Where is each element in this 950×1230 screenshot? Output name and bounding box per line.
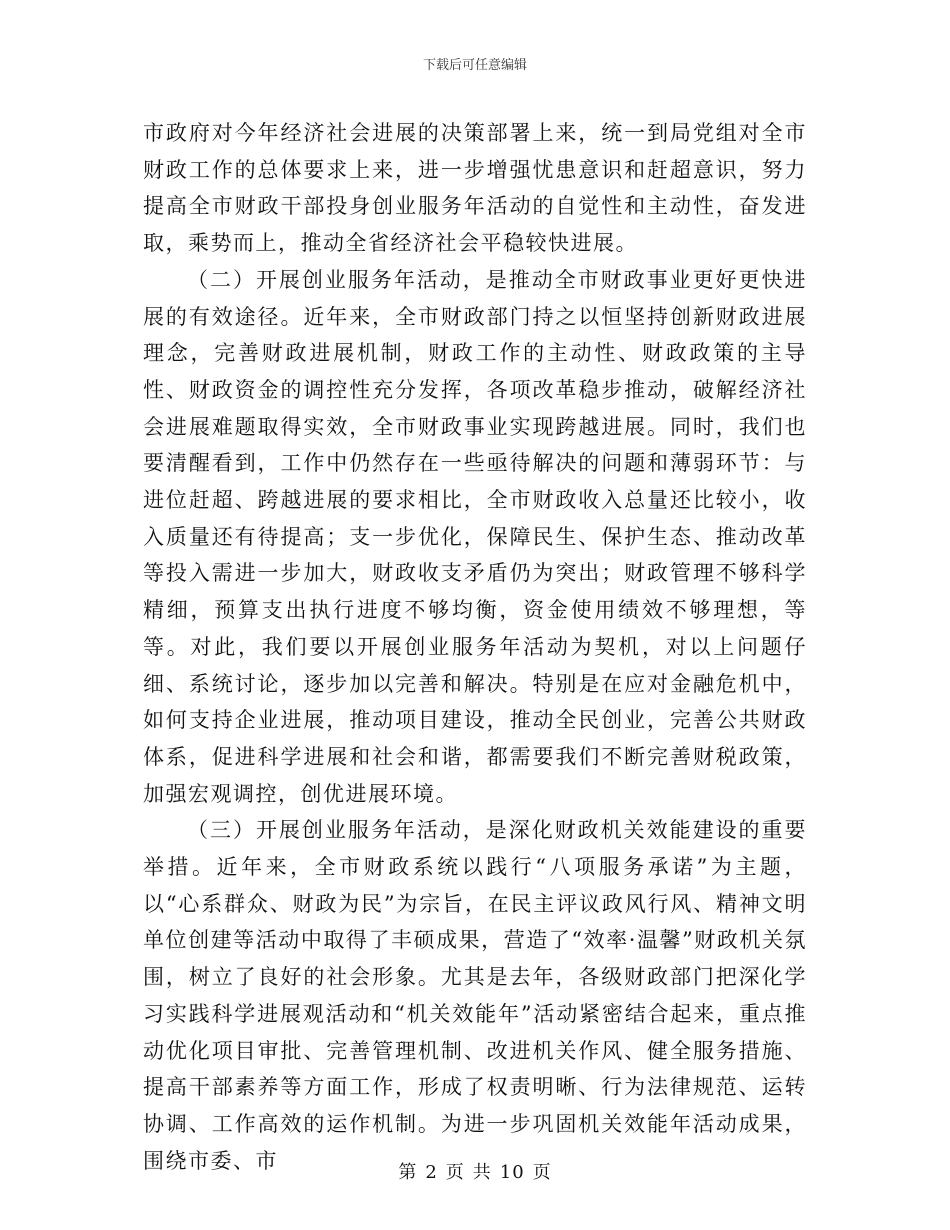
page-footer [0,1158,950,1184]
paragraph-2: （二）开展创业服务年活动，是推动全市财政事业更好更快进展的有效途径。近年来，全市财政部门持之以恒坚持创新财政进展理念，完善财政进展机制，财政工作的主动性、财政政策的主导性、财政资金的调控性充分发挥，各项改革稳步推动，破解经济社会进展难题取得实效，全市财政事业实现跨越进展。同时，我们也要清醒看到，工作中仍然存在一些亟待解决的问题和薄弱环节：与进位赶超、跨越进展的要求相比，全市财政收入总量还比较小，收入质量还有待提高；支一步优化，保障民生、保护生态、推动改革等投入需进一步加大，财政收支矛盾仍为突出；财政管理不够科学精细，预算支出执行进度不够均衡，资金使用绩效不够理想，等等。对此，我们要以开展创业服务年活动为契机，对以上问题仔细、系统讨论，逐步加以完善和解决。特别是在应对金融危机中，如何支持企业进展，推动项目建设，推动全民创业，完善公共财政体系，促进科学进展和社会和谐，都需要我们不断完善财税政策，加强宏观调控，创优进展环境。 [143,267,807,806]
footer-prefix: 第 [398,1162,418,1183]
footer-current-page: 2 [425,1162,438,1183]
document-body [143,115,807,1179]
header-note: 下载后可任意编辑 [422,58,527,73]
paragraph-1: 市政府对今年经济社会进展的决策部署上来，统一到局党组对全市财政工作的总体要求上来，进一步增强忧患意识和赶超意识，努力提高全市财政干部投身创业服务年活动的自觉性和主动性，奋发进取，乘势而上，推动全省经济社会平稳较快进展。 [143,121,807,256]
footer-suffix: 页 [532,1162,552,1183]
footer-page-word: 页 [445,1162,465,1183]
paragraph-3: （三）开展创业服务年活动，是深化财政机关效能建设的重要举措。近年来，全市财政系统以践行“八项服务承诺”为主题，以“心系群众、财政为民”为宗旨，在民主评议政风行风、精神文明单位创建等活动中取得了丰硕成果，营造了“效率·温馨”财政机关氛围，树立了良好的社会形象。尤其是去年，各级财政部门把深化学习实践科学进展观活动和“机关效能年”活动紧密结合起来，重点推动优化项目审批、完善管理机制、改进机关作风、健全服务措施、提高干部素养等方面工作，形成了权责明晰、行为法律规范、运转协调、工作高效的运作机制。为进一步巩固机关效能年活动成果，围绕市委、市 [143,818,807,1173]
footer-total-word: 共 [472,1162,492,1183]
footer-total-pages: 10 [499,1162,525,1183]
